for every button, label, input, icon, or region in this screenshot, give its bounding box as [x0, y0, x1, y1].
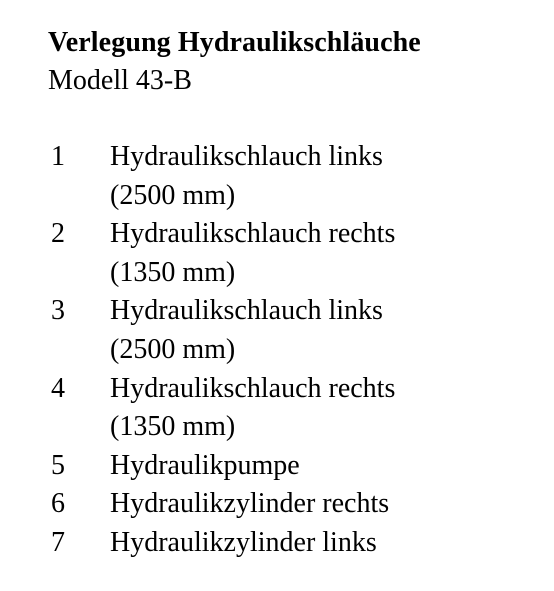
item-text — [110, 370, 548, 447]
item-text — [110, 447, 548, 486]
item-detail: (2500 mm) — [110, 179, 236, 211]
item-number: 3 — [51, 295, 65, 327]
item-text — [110, 292, 548, 369]
item-number: 6 — [51, 488, 65, 520]
item-name: Hydraulikschlauch links — [110, 141, 383, 172]
item-name: Hydraulikschlauch rechts — [110, 218, 396, 250]
item-name: Hydraulikpumpe — [110, 449, 300, 481]
item-number: 7 — [51, 526, 65, 558]
item-number: 1 — [51, 141, 65, 172]
item-text — [110, 524, 548, 563]
item-detail: (1350 mm) — [110, 256, 236, 288]
item-name: Hydraulikzylinder links — [110, 526, 377, 558]
parts-list-item — [48, 138, 548, 215]
parts-list-item — [48, 447, 548, 486]
item-text — [110, 215, 548, 292]
parts-list-item — [48, 524, 548, 563]
item-number: 4 — [51, 372, 65, 404]
item-name: Hydraulikzylinder rechts — [110, 488, 390, 520]
parts-list-item — [48, 370, 548, 447]
item-text — [110, 138, 548, 215]
item-text — [110, 485, 548, 524]
document-subtitle: Modell 43-B — [48, 65, 192, 96]
parts-list — [48, 138, 548, 563]
item-number: 5 — [51, 449, 65, 481]
item-detail: (2500 mm) — [110, 333, 236, 365]
parts-list-item — [48, 292, 548, 369]
item-detail: (1350 mm) — [110, 411, 236, 443]
item-number: 2 — [51, 218, 65, 250]
parts-list-item — [48, 215, 548, 292]
item-name: Hydraulikschlauch rechts — [110, 372, 396, 404]
document-title: Verlegung Hydraulikschläuche — [48, 27, 421, 58]
item-name: Hydraulikschlauch links — [110, 295, 383, 327]
parts-list-item — [48, 485, 548, 524]
